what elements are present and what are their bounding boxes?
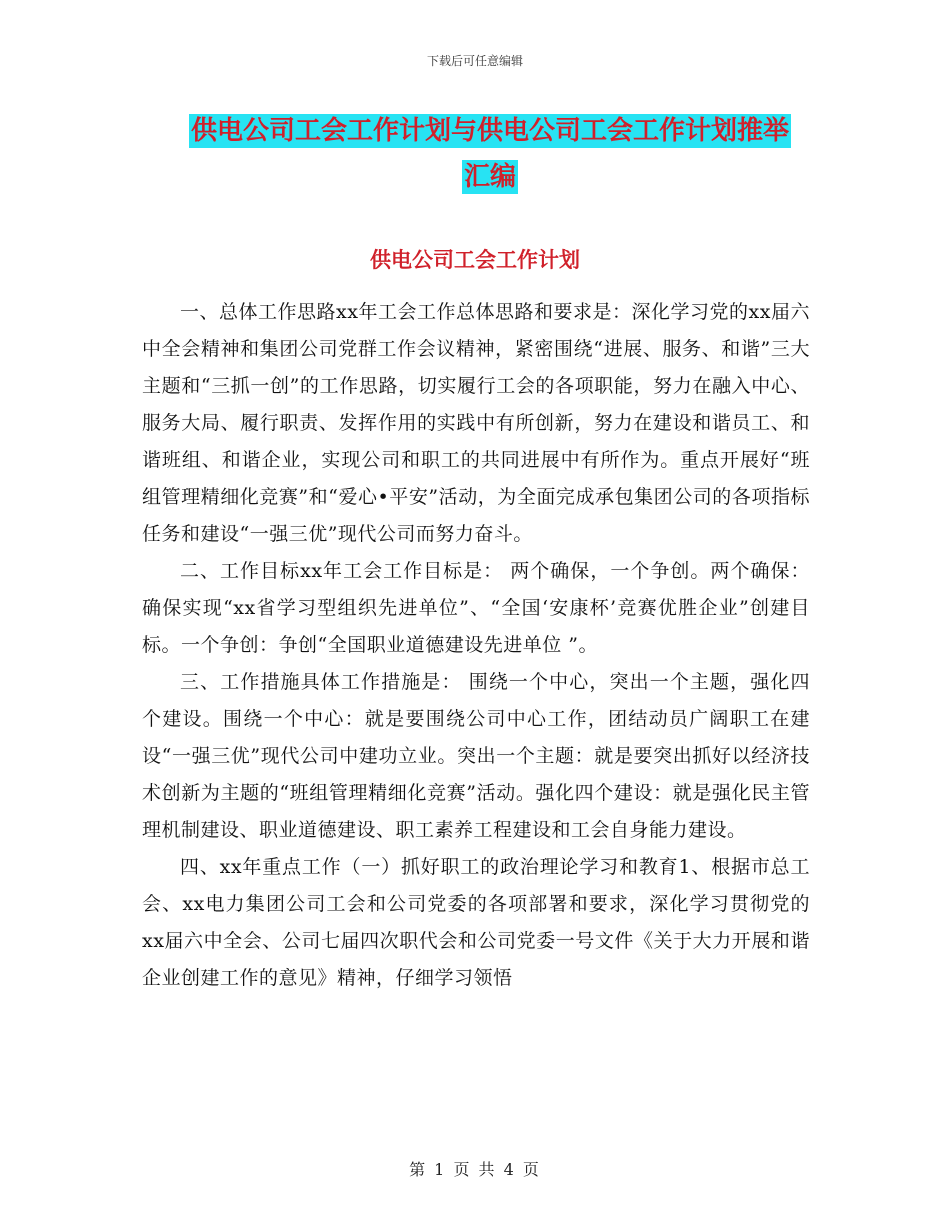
paragraph-1: 一、总体工作思路xx年工会工作总体思路和要求是：深化学习党的xx届六中全会精神和集团公司党群工作会议精神，紧密围绕“进展、服务、和谐”三大主题和“三抓一创”的工作思路，切实履行工会的各项职能，努力在融入中心、服务大局、履行职责、发挥作用的实践中有所创新，努力在建设和谐员工、和谐班组、和谐企业，实现公司和职工的共同进展中有所作为。重点开展好“班组管理精细化竞赛”和“爱心•平安”活动，为全面完成承包集团公司的各项指标任务和建设“一强三优”现代公司而努力奋斗。 — [142, 301, 810, 545]
document-title — [140, 108, 840, 200]
paragraph-4: 四、xx年重点工作（一）抓好职工的政治理论学习和教育1、根据市总工会、xx电力集团公司工会和公司党委的各项部署和要求，深化学习贯彻党的xx届六中全会、公司七届四次职代会和公司党委一号文件《关于大力开展和谐企业创建工作的意见》精神，仔细学习领悟 — [142, 856, 810, 989]
paragraph-2: 二、工作目标xx年工会工作目标是： 两个确保，一个争创。两个确保：确保实现“xx省学习型组织先进单位”、“全国‘安康杯’竞赛优胜企业”创建目标。一个争创：争创“全国职业道德建设先进单位 ”。 — [142, 560, 810, 656]
section-title: 供电公司工会工作计划 — [370, 248, 580, 272]
paragraph-3: 三、工作措施具体工作措施是： 围绕一个中心，突出一个主题，强化四个建设。围绕一个中心：就是要围绕公司中心工作，团结动员广阔职工在建设“一强三优”现代公司中建功立业。突出一个主题：就是要突出抓好以经济技术创新为主题的“班组管理精细化竞赛”活动。强化四个建设：就是强化民主管理机制建设、职业道德建设、职工素养工程建设和工会自身能力建设。 — [142, 671, 810, 841]
document-body — [142, 294, 810, 997]
page-header-note: 下载后可任意编辑 — [426, 54, 523, 68]
document-title-line-1: 供电公司工会工作计划与供电公司工会工作计划推举 — [190, 116, 789, 146]
document-title-line-2: 汇编 — [463, 162, 516, 192]
page-number-footer: 第 1 页 共 4 页 — [409, 1160, 541, 1179]
